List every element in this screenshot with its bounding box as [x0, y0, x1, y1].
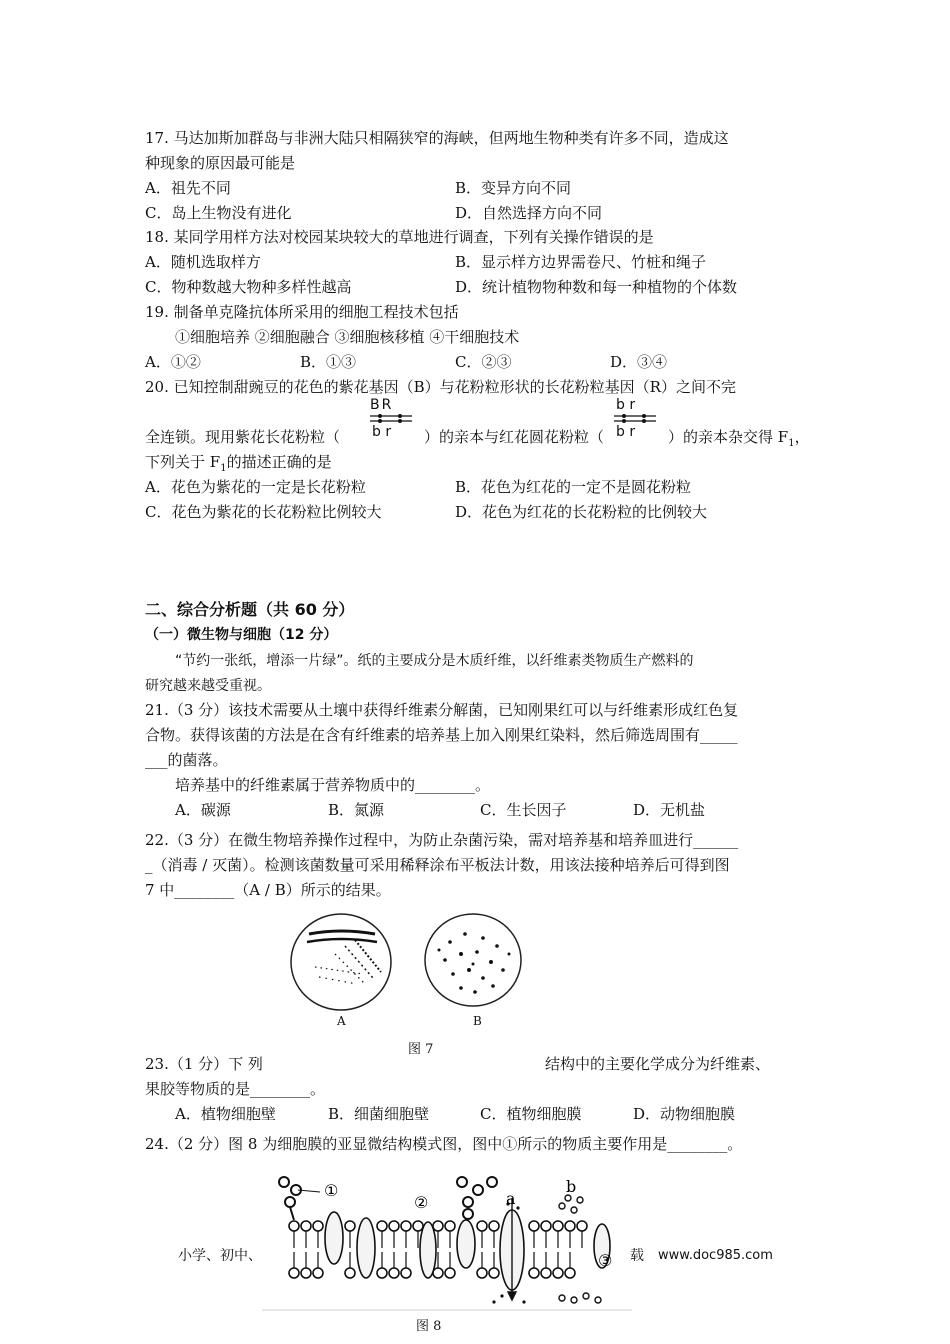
q23-option-d: D．动物细胞膜 — [633, 1105, 736, 1123]
gene2-top-label: b r — [616, 397, 636, 413]
figure-8-caption: 图 8 — [416, 1319, 442, 1334]
q19-option-b: B．①③ — [300, 353, 357, 371]
q20-option-b: B．花色为红花的一定不是圆花粉粒 — [455, 478, 692, 496]
q23-stem-line1a: 23.（1 分）下 列 — [145, 1055, 263, 1073]
q21-stem-line1: 21.（3 分）该技术需要从土壤中获得纤维素分解菌，已知刚果红可以与纤维素形成红色复 — [145, 701, 739, 719]
q17-option-c: C．岛上生物没有进化 — [145, 204, 292, 222]
q20-option-c: C．花色为紫花的长花粉粒比例较大 — [145, 503, 382, 521]
intro-line2: 研究越来越受重视。 — [145, 678, 271, 694]
figure-7-label-b: B — [473, 1014, 482, 1028]
q20-stem-line2a: 全连锁。现用紫花长花粉粒（ — [145, 428, 341, 446]
q20-option-d: D．花色为红花的长花粉粒的比例较大 — [455, 503, 708, 521]
subsection-title: （一）微生物与细胞（12 分） — [145, 627, 338, 643]
q17-stem-line2: 种现象的原因最可能是 — [145, 154, 296, 172]
q18-option-b: B．显示样方边界需卷尺、竹桩和绳子 — [455, 253, 707, 271]
figure-7-caption: 图 7 — [408, 1042, 434, 1057]
q23-option-c: C．植物细胞膜 — [480, 1105, 582, 1123]
q20-stem-line2c: ）的亲本杂交得 $F_1$， — [668, 428, 810, 449]
q21-option-c: C．生长因子 — [480, 801, 567, 819]
q23-stem-line2: 果胶等物质的是________。 — [145, 1080, 326, 1098]
q22-stem-line1: 22.（3 分）在微生物培养操作过程中，为防止杂菌污染，需对培养基和培养皿进行______ — [145, 831, 739, 849]
figure-8-label-b: b — [566, 1177, 577, 1196]
q20-stem-line2b: ）的亲本与红花圆花粉粒（ — [424, 428, 605, 446]
q23-option-b: B．细菌细胞壁 — [328, 1105, 430, 1123]
q22-stem-line2: _（消毒 / 灭菌）。检测该菌数量可采用稀释涂布平板法计数，用该法接种培养后可得到图 — [145, 856, 730, 874]
figure-8-label-1: ① — [324, 1181, 339, 1200]
q21-stem-line4: 培养基中的纤维素属于营养物质中的________。 — [175, 776, 491, 794]
figure-8-label-2: ② — [414, 1193, 429, 1212]
q17-stem-line1: 17. 马达加斯加群岛与非洲大陆只相隔狭窄的海峡，但两地生物种类有许多不同，造成这 — [145, 129, 729, 147]
q21-option-b: B．氮源 — [328, 801, 385, 819]
q21-stem-line2: 合物。获得该菌的方法是在含有纤维素的培养基上加入刚果红染料，然后筛选周围有_____ — [145, 726, 738, 744]
q24-stem: 24.（2 分）图 8 为细胞膜的亚显微结构模式图，图中①所示的物质主要作用是________。 — [145, 1135, 743, 1153]
q19-option-d: D．③④ — [610, 353, 668, 371]
q17-option-a: A．祖先不同 — [145, 179, 231, 197]
intro-line1: “节约一张纸，增添一片绿”。纸的主要成分是木质纤维，以纤维素类物质生产燃料的 — [175, 653, 694, 669]
q20-option-a: A．花色为紫花的一定是长花粉粒 — [145, 478, 366, 496]
q17-option-d: D．自然选择方向不同 — [455, 204, 603, 222]
q20-stem-line1: 20. 已知控制甜豌豆的花色的紫花基因（B）与花粉粒形状的长花粉粒基因（R）之间不完 — [145, 378, 736, 396]
footer-url: www.doc985.com — [658, 1248, 773, 1263]
figure-8-label-3: ③ — [598, 1251, 613, 1270]
q19-stem: 19. 制备单克隆抗体所采用的细胞工程技术包括 — [145, 303, 459, 321]
q22-stem-line3: 7 中________（A / B）所示的结果。 — [145, 881, 391, 899]
footer-left-text: 小学、初中、 — [178, 1248, 262, 1264]
figure-7-plates — [285, 912, 545, 1012]
q20-stem-line3: 下列关于 $F_1$的描述正确的是 — [145, 453, 332, 474]
plate-b-spread-icon — [425, 914, 521, 1006]
q18-option-c: C．物种数越大物种多样性越高 — [145, 278, 352, 296]
q23-stem-line1b: 结构中的主要化学成分为纤维素、 — [545, 1055, 771, 1073]
q21-stem-line3: ___的菌落。 — [145, 751, 228, 769]
figure-7-label-a: A — [337, 1014, 346, 1028]
q19-option-c: C．②③ — [455, 353, 512, 371]
footer-mid-text: 载 — [630, 1248, 644, 1264]
gene-diagram-parent1 — [364, 397, 424, 443]
gene2-bottom-label: b r — [616, 424, 636, 440]
q23-option-a: A．植物细胞壁 — [175, 1105, 276, 1123]
gene1-top-label: BR — [370, 397, 394, 413]
q19-items: ①细胞培养 ②细胞融合 ③细胞核移植 ④干细胞技术 — [175, 328, 520, 346]
gene1-bottom-label: b r — [372, 424, 392, 440]
q18-stem: 18. 某同学用样方法对校园某块较大的草地进行调查，下列有关操作错误的是 — [145, 228, 654, 246]
q18-option-a: A．随机选取样方 — [145, 253, 261, 271]
gene-diagram-parent2 — [608, 397, 668, 443]
q17-option-b: B．变异方向不同 — [455, 179, 572, 197]
q19-option-a: A．①② — [145, 353, 201, 371]
q18-option-d: D．统计植物物种数和每一种植物的个体数 — [455, 278, 738, 296]
figure-8-label-a: a — [506, 1189, 516, 1208]
plate-a-streak-icon — [291, 914, 391, 1010]
figure-8-membrane — [262, 1168, 632, 1318]
q21-option-a: A．碳源 — [175, 801, 231, 819]
section-title: 二、综合分析题（共 60 分） — [145, 600, 355, 619]
q21-option-d: D．无机盐 — [633, 801, 706, 819]
